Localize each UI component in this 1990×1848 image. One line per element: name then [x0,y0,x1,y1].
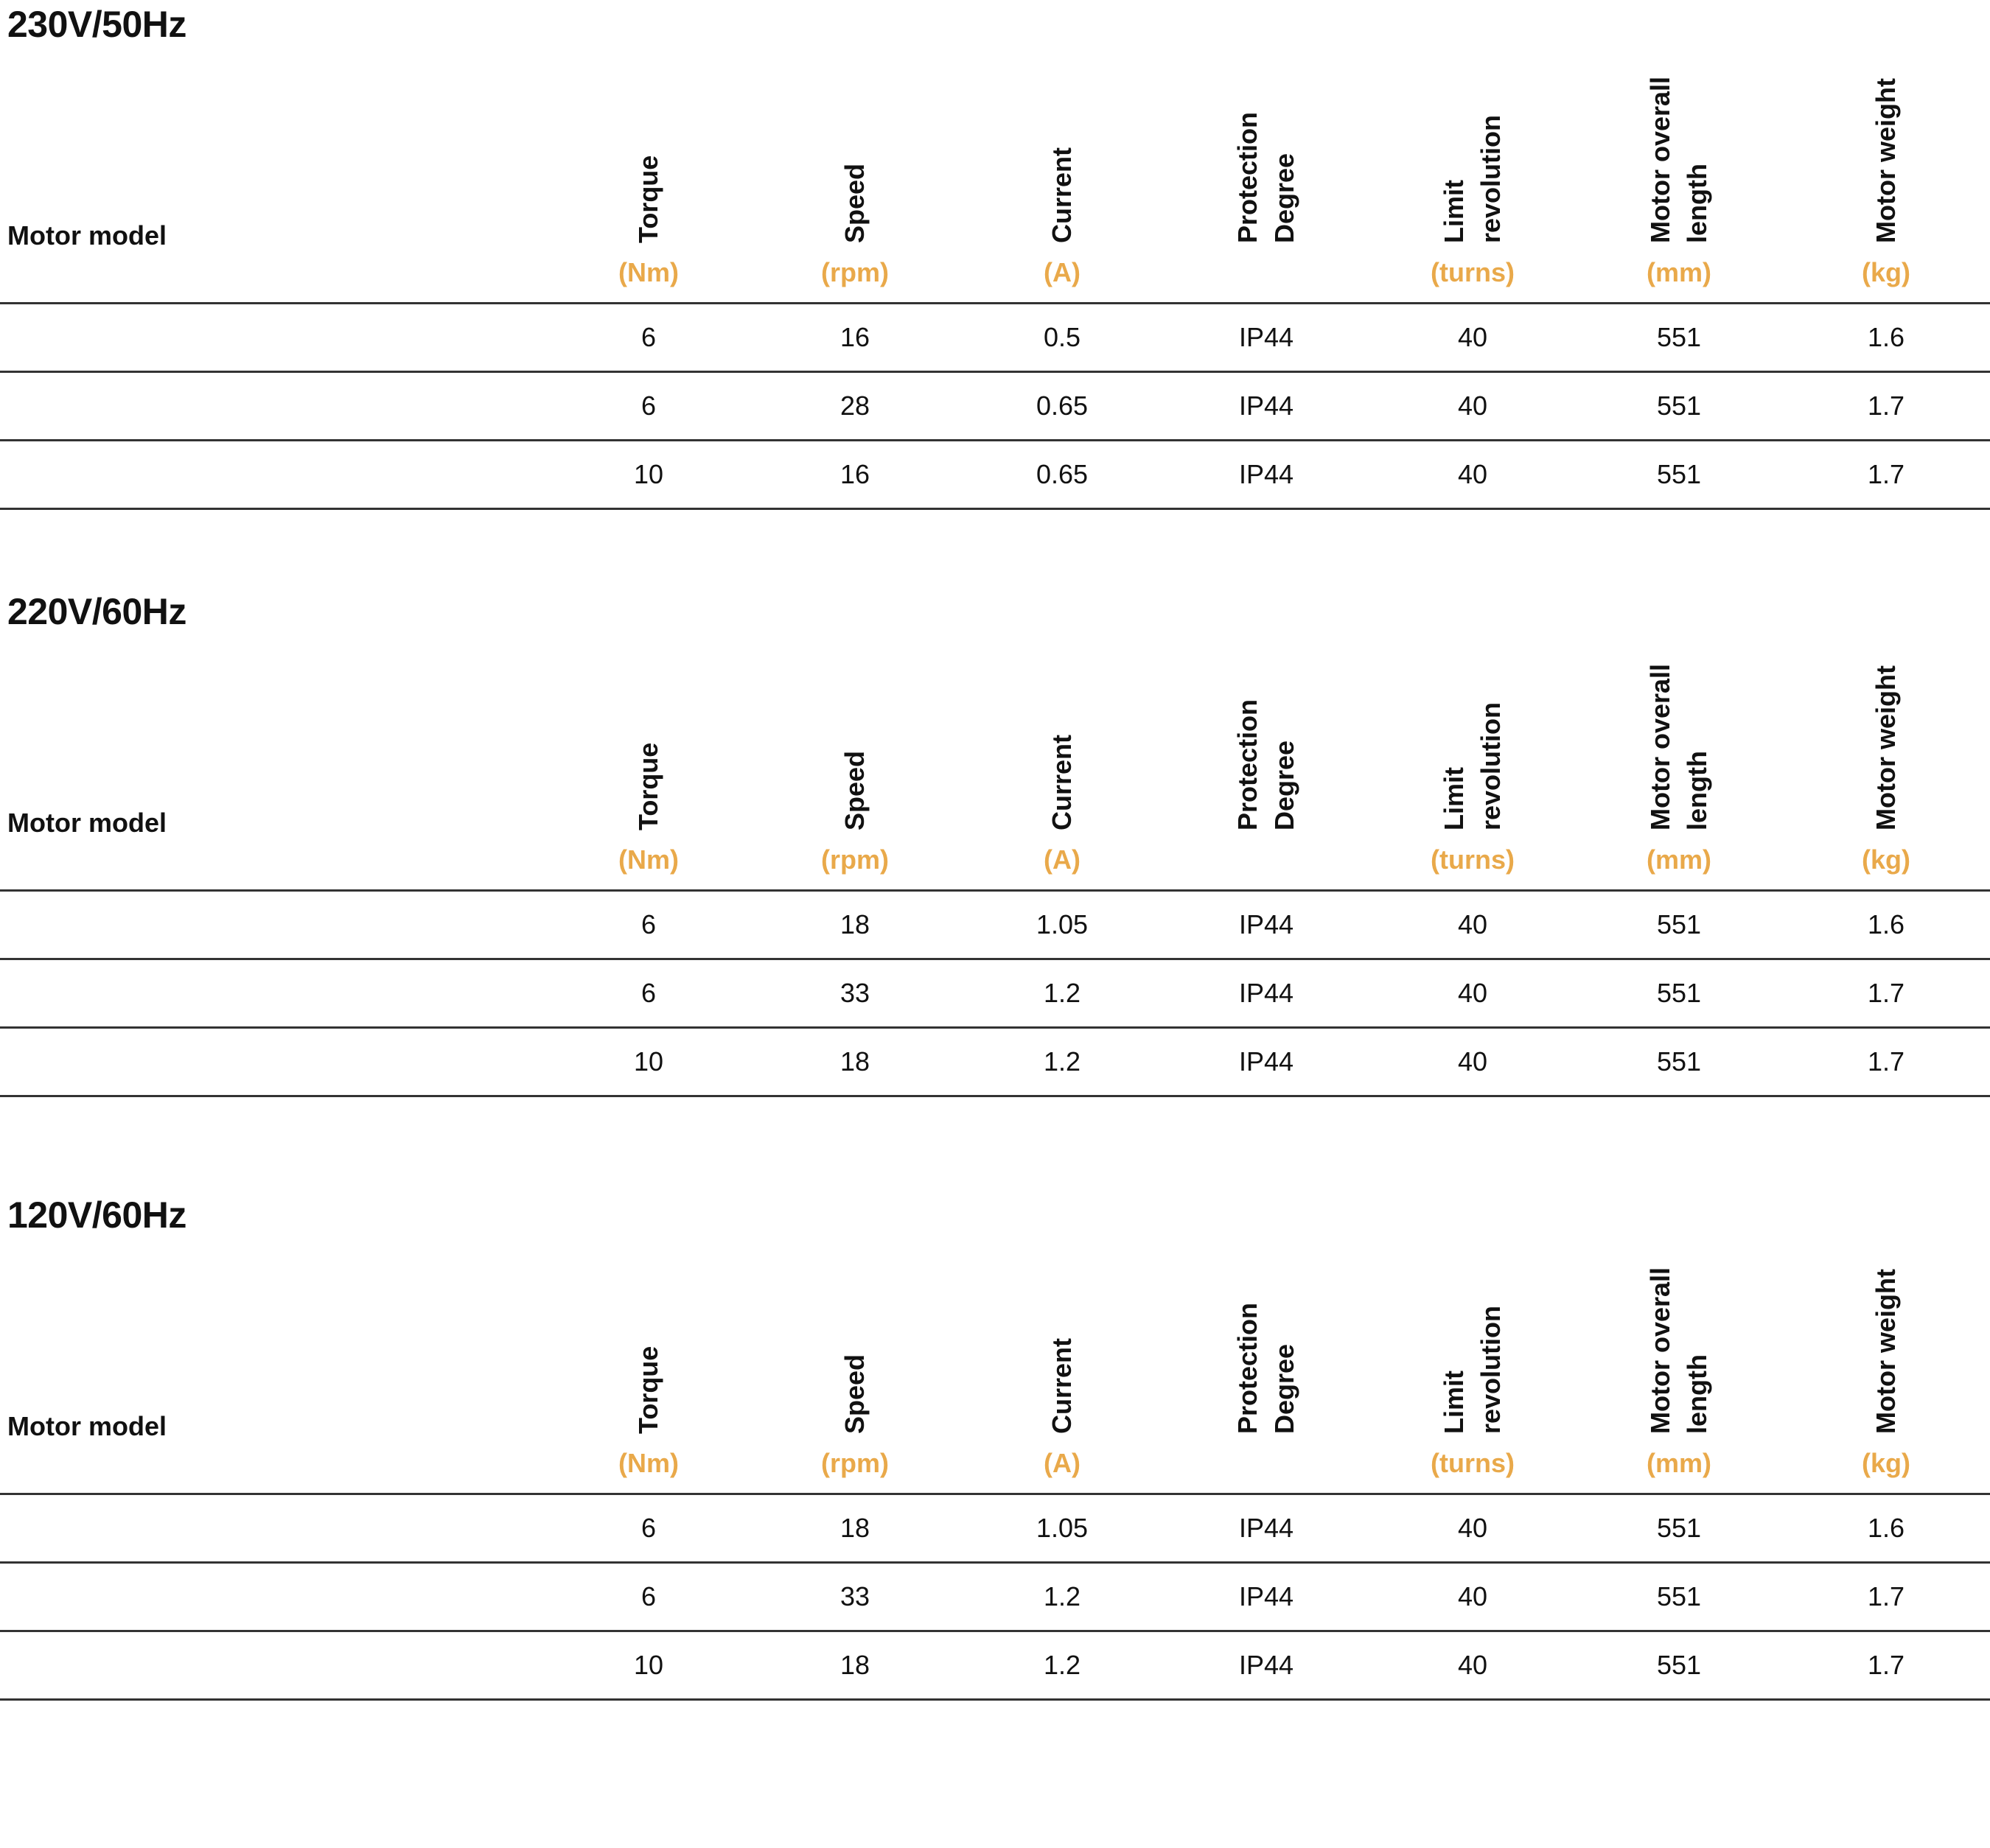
spec-section [0,587,1990,1118]
column-label: Protection Degree [1232,111,1299,243]
column-label: Speed [839,163,870,243]
column-label: Limit revolution [1439,1305,1506,1434]
cell-value: 551 [1656,909,1702,939]
header-rule [0,889,1990,892]
row-rule [0,1026,1990,1029]
cell-value: 10 [633,1650,664,1680]
cell-value: IP44 [1238,909,1294,939]
column-unit: (mm) [1647,844,1711,875]
cell-value: 28 [839,391,870,421]
cell-value: 40 [1457,1513,1488,1543]
cell-value: 16 [839,322,870,352]
cell-value: 1.2 [1043,1650,1081,1680]
column-label: Motor overall length [1645,76,1712,243]
column-unit: (rpm) [821,1448,889,1478]
cell-value: 1.6 [1867,322,1905,352]
column-unit: (kg) [1862,257,1910,287]
column-unit: (A) [1044,844,1080,875]
cell-value: 6 [640,322,657,352]
column-unit: (mm) [1647,1448,1711,1478]
cell-value: 33 [839,1581,870,1611]
column-unit: (kg) [1862,1448,1910,1478]
motor-model-header: Motor model [7,808,167,838]
cell-value: 551 [1656,1650,1702,1680]
cell-value: 1.7 [1867,1046,1905,1077]
column-label: Limit revolution [1439,114,1506,243]
column-label: Torque [633,1345,663,1434]
cell-value: IP44 [1238,391,1294,421]
header-rule [0,1493,1990,1495]
cell-value: 551 [1656,459,1702,489]
column-unit: (mm) [1647,257,1711,287]
spec-section [0,1191,1990,1721]
column-label: Speed [839,750,870,830]
cell-value: 551 [1656,978,1702,1008]
column-label: Motor weight [1871,1269,1901,1434]
cell-value: 1.05 [1036,909,1089,939]
cell-value: 6 [640,978,657,1008]
column-label: Torque [633,742,663,830]
column-unit: (rpm) [821,844,889,875]
cell-value: 1.7 [1867,1650,1905,1680]
cell-value: 18 [839,1650,870,1680]
cell-value: 1.7 [1867,978,1905,1008]
cell-value: 551 [1656,391,1702,421]
cell-value: 1.6 [1867,1513,1905,1543]
spec-section [0,0,1990,531]
column-label: Torque [633,155,663,243]
cell-value: 40 [1457,322,1488,352]
column-label: Motor overall length [1645,663,1712,830]
column-unit: (turns) [1431,1448,1515,1478]
cell-value: 6 [640,1513,657,1543]
cell-value: 33 [839,978,870,1008]
column-label: Motor weight [1871,665,1901,830]
cell-value: 40 [1457,391,1488,421]
cell-value: 6 [640,391,657,421]
cell-value: 18 [839,909,870,939]
header-rule [0,302,1990,304]
column-label: Speed [839,1354,870,1434]
row-rule [0,371,1990,373]
cell-value: 551 [1656,1046,1702,1077]
cell-value: 1.05 [1036,1513,1089,1543]
column-label: Current [1047,734,1077,830]
column-unit: (Nm) [618,257,679,287]
row-rule [0,1095,1990,1097]
cell-value: 10 [633,1046,664,1077]
section-title: 120V/60Hz [7,1194,186,1236]
section-title: 220V/60Hz [7,591,186,632]
cell-value: 16 [839,459,870,489]
column-unit: (turns) [1431,844,1515,875]
cell-value: 551 [1656,1581,1702,1611]
column-label: Current [1047,147,1077,243]
cell-value: IP44 [1238,978,1294,1008]
row-rule [0,958,1990,960]
cell-value: 0.65 [1036,459,1089,489]
section-title: 230V/50Hz [7,4,186,45]
row-rule [0,1630,1990,1632]
cell-value: IP44 [1238,1650,1294,1680]
column-label: Current [1047,1337,1077,1434]
cell-value: 0.65 [1036,391,1089,421]
column-label: Protection Degree [1232,1302,1299,1434]
column-unit: (Nm) [618,1448,679,1478]
column-unit: (kg) [1862,844,1910,875]
cell-value: 1.2 [1043,978,1081,1008]
row-rule [0,1561,1990,1564]
cell-value: 551 [1656,322,1702,352]
column-unit: (rpm) [821,257,889,287]
cell-value: 6 [640,1581,657,1611]
cell-value: 1.7 [1867,391,1905,421]
column-unit: (turns) [1431,257,1515,287]
cell-value: 551 [1656,1513,1702,1543]
column-unit: (A) [1044,257,1080,287]
cell-value: 1.6 [1867,909,1905,939]
row-rule [0,1698,1990,1701]
cell-value: 1.2 [1043,1046,1081,1077]
column-label: Motor overall length [1645,1267,1712,1434]
cell-value: IP44 [1238,459,1294,489]
cell-value: 1.2 [1043,1581,1081,1611]
motor-model-header: Motor model [7,1411,167,1441]
cell-value: IP44 [1238,1581,1294,1611]
cell-value: 0.5 [1043,322,1081,352]
column-unit: (A) [1044,1448,1080,1478]
cell-value: 1.7 [1867,1581,1905,1611]
cell-value: 10 [633,459,664,489]
cell-value: IP44 [1238,322,1294,352]
motor-model-header: Motor model [7,220,167,251]
cell-value: 1.7 [1867,459,1905,489]
cell-value: 40 [1457,1581,1488,1611]
cell-value: 40 [1457,1046,1488,1077]
column-label: Motor weight [1871,78,1901,243]
column-label: Limit revolution [1439,701,1506,830]
cell-value: IP44 [1238,1046,1294,1077]
cell-value: 40 [1457,1650,1488,1680]
cell-value: 6 [640,909,657,939]
cell-value: 40 [1457,978,1488,1008]
row-rule [0,439,1990,441]
cell-value: IP44 [1238,1513,1294,1543]
cell-value: 18 [839,1513,870,1543]
column-label: Protection Degree [1232,699,1299,830]
column-unit: (Nm) [618,844,679,875]
cell-value: 40 [1457,909,1488,939]
cell-value: 40 [1457,459,1488,489]
cell-value: 18 [839,1046,870,1077]
row-rule [0,508,1990,510]
